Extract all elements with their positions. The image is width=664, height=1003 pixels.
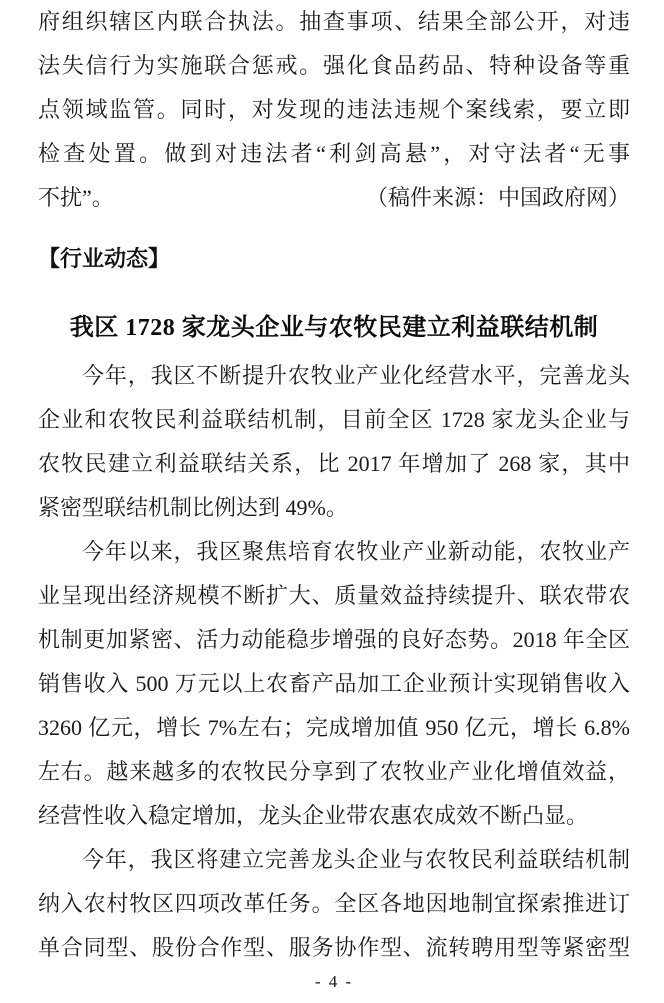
paragraph-line: 检查处置。做到对违法者“利剑高悬”，对守法者“无事	[38, 141, 630, 166]
paragraph-line: 业呈现出经济规模不断扩大、质量效益持续提升、联农带农	[38, 583, 630, 608]
section-header: 【行业动态】	[38, 246, 171, 271]
paragraph-line: 企业和农牧民利益联结机制，目前全区 1728 家龙头企业与	[38, 407, 630, 432]
paragraph-closing-text: 不扰”。	[38, 185, 114, 210]
paragraph-line: 农牧民建立利益联结关系，比 2017 年增加了 268 家，其中	[38, 451, 630, 476]
paragraph-line: 销售收入 500 万元以上农畜产品加工企业预计实现销售收入	[38, 671, 630, 696]
paragraph-line: 经营性收入稳定增加，龙头企业带农惠农成效不断凸显。	[38, 803, 589, 828]
paragraph-line: 左右。越来越多的农牧民分享到了农牧业产业化增值效益，	[38, 759, 630, 784]
paragraph-line: 单合同型、股份合作型、服务协作型、流转聘用型等紧密型	[38, 935, 630, 960]
article-title: 我区 1728 家龙头企业与农牧民建立利益联结机制	[69, 315, 599, 341]
article-body	[38, 354, 630, 970]
paragraph-line: 点领域监管。同时，对发现的违法违规个案线索，要立即	[38, 97, 630, 122]
article-source: （稿件来源：中国政府网）	[365, 185, 630, 210]
paragraph-line: 机制更加紧密、活力动能稳步增强的良好态势。2018 年全区	[38, 627, 630, 652]
closing-and-source-line	[38, 176, 630, 220]
paragraph-line: 3260 亿元，增长 7%左右；完成增加值 950 亿元，增长 6.8%	[38, 715, 630, 740]
paragraph-line: 紧密型联结机制比例达到 49%。	[38, 495, 348, 520]
page-number: - 4 -	[314, 972, 354, 991]
paragraph-line: 法失信行为实施联合惩戒。强化食品药品、特种设备等重	[38, 53, 630, 78]
paragraph-line: 纳入农村牧区四项改革任务。全区各地因地制宜探索推进订	[38, 891, 630, 916]
paragraph-line: 今年，我区将建立完善龙头企业与农牧民利益联结机制	[82, 847, 630, 872]
paragraph-line: 府组织辖区内联合执法。抽查事项、结果全部公开，对违	[38, 9, 630, 34]
previous-article-continuation	[38, 0, 630, 220]
paragraph-line: 今年以来，我区聚焦培育农牧业产业新动能，农牧业产	[82, 539, 630, 564]
paragraph-line: 今年，我区不断提升农牧业产业化经营水平，完善龙头	[82, 363, 630, 388]
